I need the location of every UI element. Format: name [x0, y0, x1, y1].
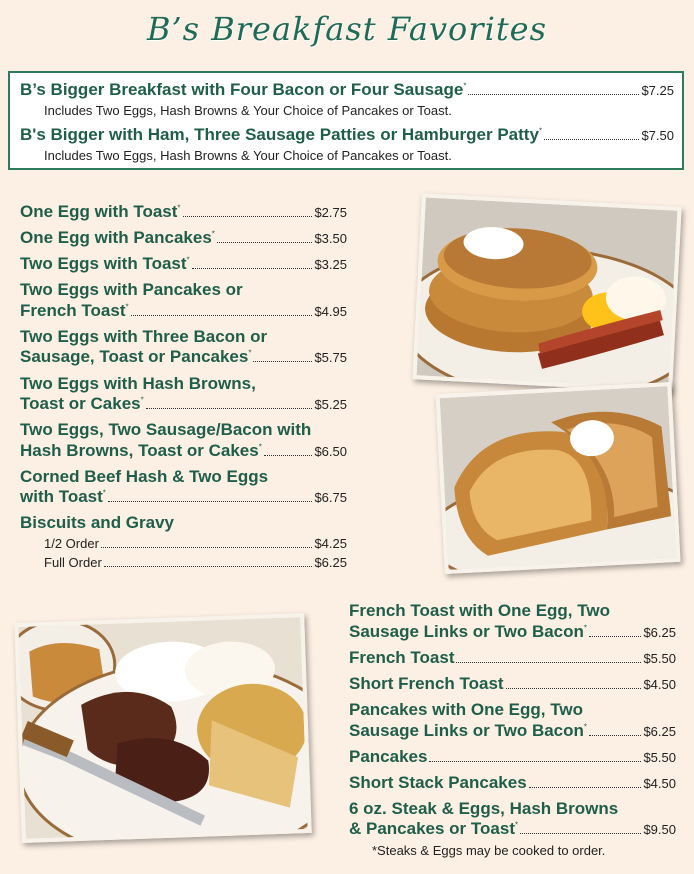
menu-item-short-french-toast: Short French Toast $4.50 — [349, 674, 676, 693]
menu-item-pc-egg-line1: Pancakes with One Egg, Two — [349, 700, 583, 719]
menu-item-two-eggs-sausage: Hash Browns, Toast or Cakes* $6.50 — [20, 441, 347, 460]
menu-item-short-stack: Short Stack Pancakes $4.50 — [349, 773, 676, 792]
menu-item-corned-beef-line1: Corned Beef Hash & Two Eggs — [20, 467, 269, 486]
featured-item-2-desc: Includes Two Eggs, Hash Browns & Your Choice of Pancakes or Toast. — [44, 148, 452, 163]
menu-item-ft-egg-line1: French Toast with One Egg, Two — [349, 601, 610, 620]
menu-item-pancakes: Pancakes $5.50 — [349, 747, 676, 766]
featured-item-1-desc: Includes Two Eggs, Hash Browns & Your Choice of Pancakes or Toast. — [44, 103, 452, 118]
menu-item-one-egg-toast: One Egg with Toast* $2.75 — [20, 202, 347, 221]
menu-item-biscuits-half: 1/2 Order $4.25 — [44, 536, 347, 551]
footnote: *Steaks & Eggs may be cooked to order. — [372, 843, 606, 858]
page-title: B’s Breakfast Favorites — [146, 10, 548, 48]
steak-eggs-illustration — [18, 617, 307, 839]
menu-item-two-eggs-hash: Toast or Cakes* $5.25 — [20, 394, 347, 413]
menu-item-two-eggs-pancakes-line1: Two Eggs with Pancakes or — [20, 280, 243, 299]
menu-item-corned-beef: with Toast* $6.75 — [20, 487, 347, 506]
steak-eggs-photo — [14, 613, 312, 843]
pancakes-photo — [412, 193, 681, 392]
menu-item-two-eggs-bacon: Sausage, Toast or Pancakes* $5.75 — [20, 347, 347, 366]
menu-item-two-eggs-bacon-line1: Two Eggs with Three Bacon or — [20, 327, 268, 346]
menu-item-biscuits: Biscuits and Gravy — [20, 513, 175, 532]
menu-item-two-eggs-toast: Two Eggs with Toast* $3.25 — [20, 254, 347, 273]
menu-item-steak-line1: 6 oz. Steak & Eggs, Hash Browns — [349, 799, 619, 818]
pancakes-illustration — [417, 198, 678, 389]
menu-item-two-eggs-pancakes: French Toast* $4.95 — [20, 301, 347, 320]
menu-item-two-eggs-sausage-line1: Two Eggs, Two Sausage/Bacon with — [20, 420, 312, 439]
featured-item-2: B's Bigger with Ham, Three Sausage Patties or Hamburger Patty* $7.50 — [20, 125, 674, 144]
french-toast-illustration — [440, 386, 677, 570]
menu-item-one-egg-pancakes: One Egg with Pancakes* $3.50 — [20, 228, 347, 247]
menu-item-pc-egg: Sausage Links or Two Bacon* $6.25 — [349, 721, 676, 740]
featured-item-1: B’s Bigger Breakfast with Four Bacon or Four Sausage* $7.25 — [20, 80, 674, 99]
french-toast-photo — [435, 382, 680, 574]
menu-item-ft-egg: Sausage Links or Two Bacon* $6.25 — [349, 622, 676, 641]
menu-item-steak: & Pancakes or Toast* $9.50 — [349, 819, 676, 838]
menu-item-biscuits-full: Full Order $6.25 — [44, 555, 347, 570]
menu-item-french-toast: French Toast $5.50 — [349, 648, 676, 667]
menu-item-two-eggs-hash-line1: Two Eggs with Hash Browns, — [20, 374, 256, 393]
